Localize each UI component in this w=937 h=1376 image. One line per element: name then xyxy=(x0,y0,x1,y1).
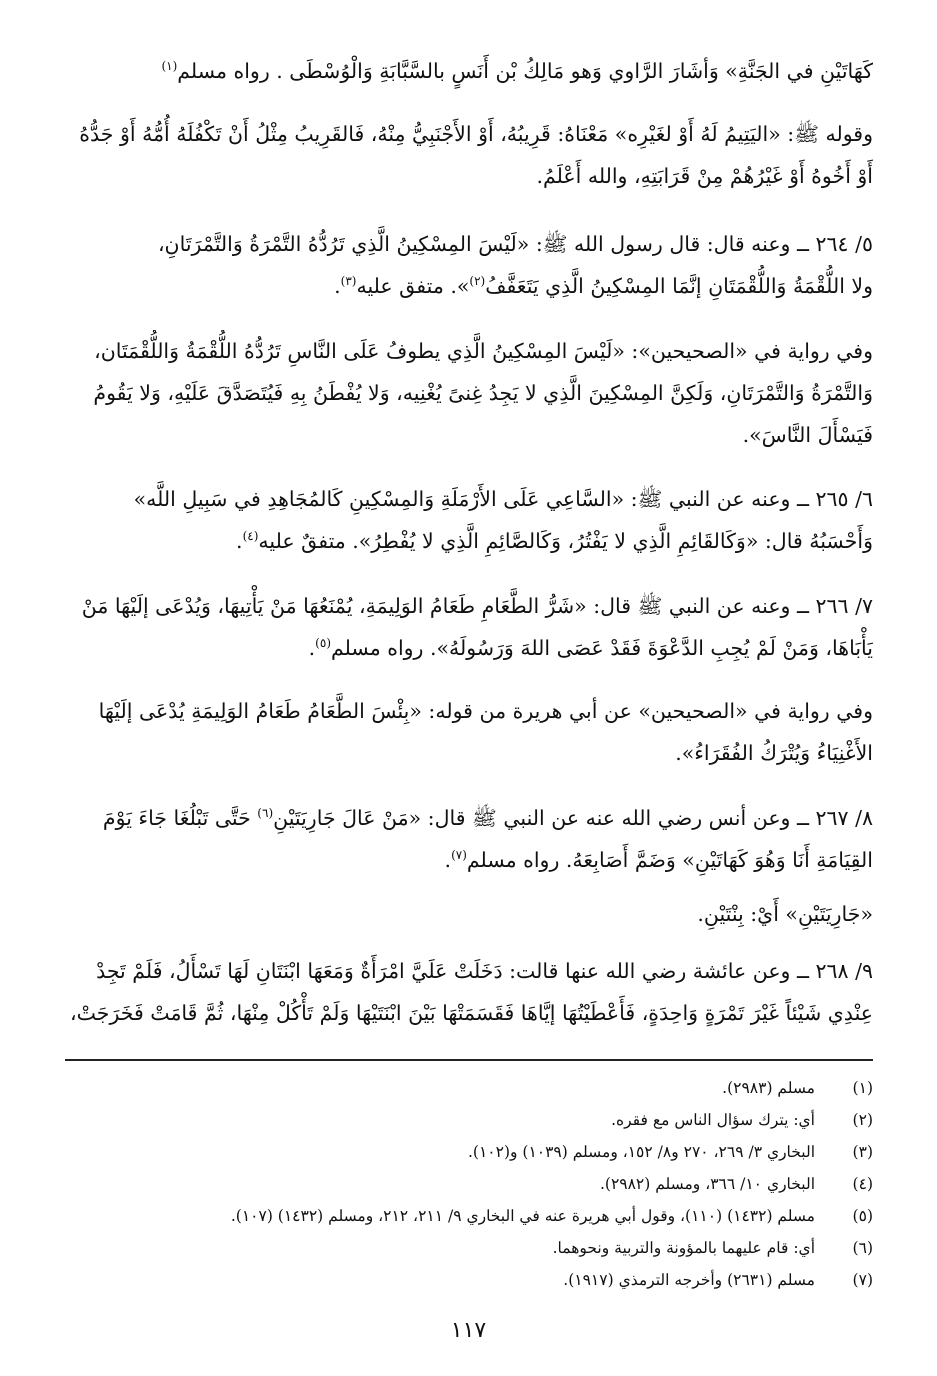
paragraph-continuation xyxy=(65,50,873,92)
footnote-number: (٦) xyxy=(852,1239,873,1257)
text-run: . xyxy=(334,274,341,298)
paragraph-orphan-explanation xyxy=(65,113,873,197)
footnote-text: مسلم (٢٦٣١) وأخرجه الترمذي (١٩١٧). xyxy=(563,1271,815,1289)
text-line: وفي رواية في «الصحيحين»: «لَيْسَ المِسْكِينُ الَّذِي يطوفُ عَلَى النَّاسِ تَرُدُّهُ اللُّقْمَةُ وَاللُّقْمَتَان، xyxy=(94,339,873,363)
text-line xyxy=(65,50,873,92)
text-run: . xyxy=(308,636,316,660)
text-line: وفي رواية في «الصحيحين» عن أبي هريرة من قوله: «بِئْسَ الطَّعَامُ طَعَامُ الوَلِيمَةِ يُدْعَى إلَيْهَا xyxy=(98,699,873,723)
footnote-ref[interactable]: (٣) xyxy=(340,274,357,289)
text-run: القِيَامَةِ أَنَا وَهُوَ كَهَاتَيْنِ» وَضَمَّ أَصَابِعَهُ. رواه مسلم xyxy=(466,848,873,872)
text-line: الأَغْنِيَاءُ وَيُتْرَكُ الفُقَرَاءُ». xyxy=(675,741,873,765)
footnote-number: (٢) xyxy=(852,1111,873,1129)
footnote-item xyxy=(65,1136,873,1168)
footnote-ref[interactable]: (٥) xyxy=(315,636,331,651)
footnote-ref[interactable]: (٤) xyxy=(242,529,259,544)
text-line xyxy=(65,627,873,669)
footnote-text: البخاري ٣/ ٢٦٩، ٢٧٠ و٨/ ١٥٢، ومسلم (١٠٣٩) و(١٠٢). xyxy=(467,1143,815,1161)
text-run: يَأْبَاهَا، وَمَنْ لَمْ يُجِبِ الدَّعْوَةَ فَقَدْ عَصَى اللهَ وَرَسُولَهُ». رواه مسلم xyxy=(331,636,873,660)
footnote-text: أي: يترك سؤال الناس مع فقره. xyxy=(611,1111,815,1129)
paragraph-word-gloss xyxy=(65,893,873,935)
text-line: ٦/ ٢٦٥ ــ وعنه عن النبي ﷺ: «السَّاعِي عَلَى الأَرْمَلَةِ وَالمِسْكِينِ كَالمُجَاهِدِ في سَبِيلِ اللَّه» xyxy=(133,487,873,511)
text-line: «جَارِيَتَيْنِ» أَيْ: بِنْتَيْنِ. xyxy=(697,902,873,926)
text-line: وقوله ﷺ: «اليَتِيمُ لَهُ أَوْ لغَيْرِه» مَعْنَاهُ: قَرِيبُهُ، أَوْ الأَجْنَبِيُّ مِنْهُ، فَالقَرِيبُ مِثْلُ أَنْ تَكْفُلَهُ أُمُّهُ أَوْ جَدُّهُ xyxy=(79,122,873,146)
footnote-item xyxy=(65,1232,873,1264)
footnote-item xyxy=(65,1072,873,1104)
footnotes-list xyxy=(65,1072,873,1296)
footnote-ref[interactable]: (٧) xyxy=(451,848,467,863)
footnote-number: (٣) xyxy=(852,1143,873,1161)
text-line: وَالتَّمْرَةُ وَالتَّمْرَتَانِ، وَلَكِنَّ المِسْكِينَ الَّذِي لا يَجِدُ غِنىً يُغْنِيه، وَلا يُفْطَنُ بِهِ فَيُتَصَدَّقَ عَلَيْهِ، وَلا يَقُومُ xyxy=(93,381,873,405)
text-line xyxy=(65,265,873,307)
text-run: ». متفق عليه xyxy=(356,274,470,298)
footnote-number: (١) xyxy=(852,1079,873,1097)
footnote-item xyxy=(65,1264,873,1296)
text-line: أَوْ أَخُوهُ أَوْ غَيْرُهُمْ مِنْ قَرَابَتِهِ، والله أَعْلَمُ. xyxy=(536,164,873,188)
footnote-separator xyxy=(65,1059,873,1061)
hadith-267 xyxy=(65,797,873,881)
text-line xyxy=(65,520,873,562)
text-line: عِنْدِي شَيْئاً غَيْرَ تَمْرَةٍ وَاحِدَةٍ، فَأَعْطَيْتُهَا إيَّاهَا فَقَسَمَتْهَا بَيْنَ ابْنَتَيْهَا وَلَمْ تَأْكُلْ مِنْهَا، ثُمَّ قَامَتْ فَخَرَجَتْ، xyxy=(70,1001,873,1025)
hadith-266 xyxy=(65,585,873,669)
text-run: كَهَاتَيْنِ في الجَنَّةِ» وَأشَارَ الرَّاوي وَهو مَالِكُ بْن أَنَسٍ بالسَّبَّابَةِ وَالْوُسْطَى . رواه مسلم xyxy=(177,59,873,83)
text-run: ولا اللُّقْمَةُ وَاللُّقْمَتَانِ إنَّمَا المِسْكِينُ الَّذِي يَتَعَفَّفُ xyxy=(485,274,873,298)
footnote-ref[interactable]: (٦) xyxy=(257,806,274,821)
footnote-ref[interactable]: (٢) xyxy=(469,274,486,289)
hadith-268 xyxy=(65,950,873,1034)
hadith-264 xyxy=(65,223,873,307)
text-run: . xyxy=(236,529,243,553)
footnote-text: مسلم (٢٩٨٣). xyxy=(722,1079,815,1097)
text-line xyxy=(65,839,873,881)
footnote-item xyxy=(65,1104,873,1136)
footnote-text: أي: قام عليهما بالمؤونة والتربية ونحوهما. xyxy=(552,1239,815,1257)
page-number: ١١٧ xyxy=(450,1318,487,1343)
text-line: ٩/ ٢٦٨ ــ وعن عائشة رضي الله عنها قالت: دَخَلَتْ عَلَيَّ امْرَأَةٌ وَمَعَهَا ابْنَتَانِ لَهَا تَسْأَلُ، فَلَمْ تَجِدْ xyxy=(96,959,873,983)
text-run: ٨/ ٢٦٧ ــ وعن أنس رضي الله عنه عن النبي ﷺ قال: «مَنْ عَالَ جَارِيَتَيْنِ xyxy=(273,806,873,830)
text-line: ٧/ ٢٦٦ ــ وعنه عن النبي ﷺ قال: «شَرُّ الطَّعَامِ طَعَامُ الوَلِيمَةِ، يُمْنَعُهَا مَنْ يَأْتِيهَا، وَيُدْعَى إلَيْهَا مَنْ xyxy=(81,594,873,618)
text-line xyxy=(65,797,873,839)
paragraph-sahihayn-narration xyxy=(65,330,873,456)
footnote-text: مسلم (١٤٣٢) (١١٠)، وقول أبي هريرة عنه في البخاري ٩/ ٢١١، ٢١٢، ومسلم (١٤٣٢) (١٠٧). xyxy=(230,1207,815,1225)
text-run: . xyxy=(444,848,452,872)
footnote-item xyxy=(65,1168,873,1200)
paragraph-abu-hurayra-narration xyxy=(65,690,873,774)
footnote-number: (٥) xyxy=(852,1207,873,1225)
footnote-number: (٧) xyxy=(852,1271,873,1289)
text-run: وَأَحْسَبُهُ قال: «وَكَالقَائِمِ الَّذِي لا يَفْتُرُ، وَكَالصَّائِمِ الَّذِي لا يُفْطِرُ». متفقٌ عليه xyxy=(258,529,873,553)
text-line: فَيَسْأَلَ النَّاسَ». xyxy=(742,423,873,447)
footnote-ref[interactable]: (١) xyxy=(161,59,178,74)
text-run: حَتَّى تَبْلُغَا جَاءَ يَوْمَ xyxy=(102,806,258,830)
footnote-item xyxy=(65,1200,873,1232)
hadith-265 xyxy=(65,478,873,562)
footnote-number: (٤) xyxy=(852,1175,873,1193)
footnote-text: البخاري ١٠/ ٣٦٦، ومسلم (٢٩٨٢). xyxy=(599,1175,815,1193)
text-line: ٥/ ٢٦٤ ــ وعنه قال: قال رسول الله ﷺ: «لَيْسَ المِسْكِينُ الَّذِي تَرُدُّهُ التَّمْرَةُ وَالتَّمْرَتَانِ، xyxy=(157,232,873,256)
